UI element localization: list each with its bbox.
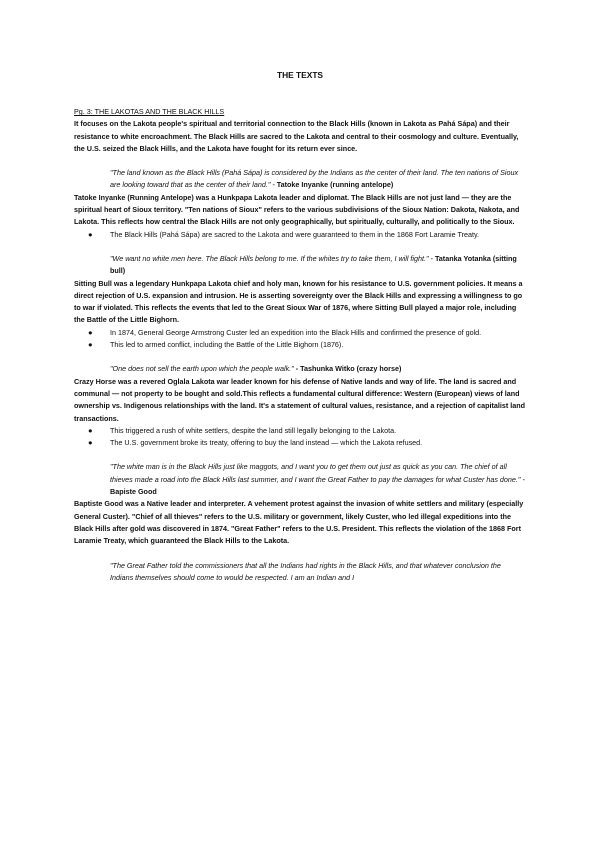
bullet-icon: ● bbox=[88, 425, 93, 435]
bullet-icon: ● bbox=[88, 438, 93, 448]
quote-text: "We want no white men here. The Black Hills belong to me. If the whites try to take them, I will fight." - bbox=[110, 253, 433, 263]
quote-attribution: Tatoke Inyanke (running antelope) bbox=[276, 180, 394, 190]
quote-crazy-horse bbox=[110, 363, 526, 375]
bullet-list bbox=[74, 327, 526, 352]
quote-attribution: Tatanka Yotanka (sitting bull) bbox=[110, 253, 517, 276]
bullet-icon: ● bbox=[88, 229, 93, 239]
list-item: ● The Black Hills (Pahá Sápa) are sacred to the Lakota and were guaranteed to them in the 1868 Fort Laramie Treaty. bbox=[110, 229, 526, 241]
commentary-paragraph: Sitting Bull was a legendary Hunkpapa Lakota chief and holy man, known for his resistance to U.S. government policies. It means a direct rejection of U.S. expansion and intrusion. He is asserting sovereignty over the Black Hills and expressing a willingness to go to war if violated. This reflects the events that led to the Great Sioux War of 1876, where Sitting Bull played a major role, including the Battle of the Little Bighorn. bbox=[74, 278, 523, 325]
quote-text: "The Great Father told the commissioners that all the Indians had rights in the Black Hills, and that whatever conclusion the Indians themselves should come to would be respected. I am an Indian and I bbox=[110, 560, 501, 582]
document-body bbox=[74, 106, 526, 584]
quote-attribution: Bapiste Good bbox=[110, 487, 157, 497]
list-item: ● The U.S. government broke its treaty, offering to buy the land instead — which the Lakota refused. bbox=[110, 437, 526, 449]
quote-sitting-bull bbox=[110, 253, 526, 278]
bullet-icon: ● bbox=[88, 340, 93, 350]
list-item: ● This led to armed conflict, including the Battle of the Little Bighorn (1876). bbox=[110, 339, 526, 351]
quote-great-father bbox=[110, 560, 526, 585]
quote-text: "The land known as the Black Hills (Pahá Sápa) is considered by the Indians as the center of their land. The ten nations of Sioux are looking toward that as the center of their land." - bbox=[110, 168, 519, 190]
page-title: THE TEXTS bbox=[276, 70, 324, 80]
quote-baptiste-good bbox=[110, 461, 526, 498]
bullet-icon: ● bbox=[88, 327, 93, 337]
commentary-paragraph: Baptiste Good was a Native leader and interpreter. A vehement protest against the invasion of white settlers and military (especially General Custer). "Chief of all thieves" refers to the U.S. military or government, likely Custer, who led illegal expeditions into the Black Hills after gold was discovered in 1874. "Great Father" refers to the U.S. President. This reflects the violation of the 1868 Fort Laramie Treaty, which guaranteed the Black Hills to the Lakota. bbox=[74, 499, 524, 546]
intro-paragraph: It focuses on the Lakota people's spiritual and territorial connection to the Black Hills (known in Lakota as Pahá Sápa) and their resistance to white encroachment. The Black Hills are sacred to the Lakota and central to their cosmology and culture. Eventually, the U.S. seized the Black Hills, and the Lakota have fought for its return ever since. bbox=[74, 119, 519, 153]
bullet-list bbox=[74, 425, 526, 450]
list-item: ● This triggered a rush of white settlers, despite the land still legally belonging to the Lakota. bbox=[110, 425, 526, 437]
quote-text: "The white man is in the Black Hills just like maggots, and I want you to get them out just as quick as you can. The chief of all thieves made a road into the Black Hills last summer, and I want the Great Father to pay the damages for what Custer has done." - bbox=[110, 462, 525, 484]
list-item: ● In 1874, General George Armstrong Custer led an expedition into the Black Hills and confirmed the presence of gold. bbox=[110, 327, 526, 339]
quote-attribution: - Tashunka Witko (crazy horse) bbox=[295, 364, 402, 374]
section-heading: Pg. 3: THE LAKOTAS AND THE BLACK HILLS bbox=[74, 107, 225, 116]
commentary-paragraph: Tatoke Inyanke (Running Antelope) was a Hunkpapa Lakota leader and diplomat. The Black Hills are not just land — they are the spiritual heart of Sioux territory. "Ten nations of Sioux" refers to the various subdivisions of the Sioux Nation: Dakota, Nakota, and Lakota. This reflects how central the Black Hills are not only geographically, but spiritually, culturally, and politically to the Sioux. bbox=[74, 192, 520, 227]
bullet-list bbox=[74, 229, 526, 241]
quote-text: "One does not sell the earth upon which the people walk." bbox=[110, 364, 294, 374]
quote-running-antelope bbox=[110, 167, 526, 192]
commentary-paragraph: Crazy Horse was a revered Oglala Lakota war leader known for his defense of Native lands and way of life. The land is sacred and communal — not property to be bought and sold.This reflects a fundamental cultural difference: Western (European) views of land ownership vs. Indigenous relationships with the land. It's a statement of cultural values, resistance, and a rejection of capitalist land transactions. bbox=[74, 376, 526, 423]
